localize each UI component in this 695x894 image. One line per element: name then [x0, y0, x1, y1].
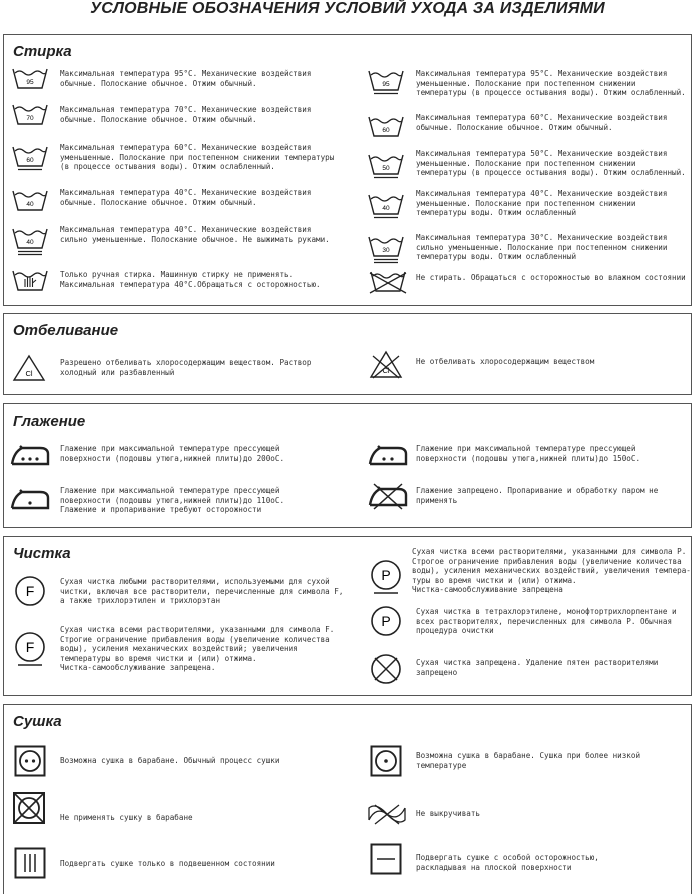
bleach-text: Не отбеливать хлоросодержащим веществом [416, 357, 595, 366]
do-not-iron-icon [368, 482, 408, 510]
iron-high-icon [10, 444, 50, 466]
iron-medium-icon [368, 444, 408, 466]
iron-section [3, 403, 692, 528]
svg-text:60: 60 [26, 157, 34, 164]
svg-text:F: F [25, 639, 35, 655]
dry-text: Не применять сушку в барабане [60, 813, 193, 822]
dry-flat-icon [370, 843, 402, 875]
dryclean-text: Сухая чистка любыми растворителями, используемыми для сухой чистки, включая все растворители, перечисленные для символа F, а также трихлорэтилен и трихлорэтан [60, 577, 344, 606]
page-title: УСЛОВНЫЕ ОБОЗНАЧЕНИЯ УСЛОВИЙ УХОДА ЗА ИЗДЕЛИЯМИ [90, 0, 605, 17]
wash-text: Максимальная температура 95°С. Механические воздействия обычные. Полоскание обычное. Отжим обычный. [60, 69, 312, 88]
wash-text: Максимальная температура 30°С. Механические воздействия сильно уменьшенные. Полоскание при постепенном снижении температуры воды. Отжим ослабленный [416, 233, 668, 262]
svg-text:40: 40 [26, 201, 34, 208]
svg-text:F: F [25, 583, 35, 599]
svg-text:30: 30 [382, 247, 390, 254]
wash-text: Не стирать. Обращаться с осторожностью во влажном состоянии [416, 273, 686, 282]
wash-temp: 95 [26, 79, 34, 86]
bleach-heading: Отбеливание [13, 322, 119, 339]
svg-text:Cl: Cl [382, 366, 390, 375]
wash-heading: Стирка [13, 43, 72, 60]
bleach-allowed-icon [12, 354, 46, 382]
svg-text:95: 95 [382, 81, 390, 88]
do-not-bleach-icon [368, 350, 404, 380]
dryclean-heading: Чистка [13, 545, 71, 562]
dry-text: Возможна сушка в барабане. Сушка при более низкой температуре [416, 751, 641, 770]
iron-low-icon [10, 488, 50, 510]
svg-text:60: 60 [382, 127, 390, 134]
dryclean-text: Сухая чистка всеми растворителями, указанными для символа F. Строгие ограничение прибавления воды (увеличение количества воды), усиления механических воздействий; увеличения температуры во время чистки и (или) отжима. Чистка-самообслуживание запрещена. [60, 625, 335, 673]
iron-heading: Глажение [13, 413, 86, 430]
wash-40-gentle-icon [12, 227, 48, 257]
svg-text:P: P [381, 613, 391, 629]
iron-text: Глажение при максимальной температуре прессующей поверхности (подошвы утюга,нижней плиты)до 150оС. [416, 444, 641, 463]
dryclean-p-gentle-icon [370, 559, 402, 595]
wash-text: Максимальная температура 40°С. Механические воздействия сильно уменьшенные. Полоскание обычное. Не выжимать руками. [60, 225, 330, 244]
wash-text: Максимальная температура 40°С. Механические воздействия уменьшенные. Полоскание при постепенном снижении температуры воды. Отжим ослабленный [416, 189, 668, 218]
wash-50-mild-icon [368, 153, 404, 179]
tumble-dry-low-icon [370, 745, 402, 777]
bleach-section [3, 313, 692, 395]
wash-text: Максимальная температура 70°С. Механические воздействия обычные. Полоскание обычное. Отжим обычный. [60, 105, 312, 124]
svg-text:P: P [381, 567, 391, 583]
wash-text: Максимальная температура 50°С. Механические воздействия уменьшенные. Полоскание при постепенном снижении температуры (в процессе остывания воды). Отжим ослабленный. [416, 149, 686, 178]
iron-text: Глажение при максимальной температуре прессующей поверхности (подошвы утюга,нижней плиты)до 110оС. Глажение и пропаривание требуют осторожности [60, 486, 285, 515]
dryclean-f-icon [14, 575, 46, 607]
wash-text: Только ручная стирка. Машинную стирку не применять. Максимальная температура 40°С.Обращаться с осторожностью. [60, 270, 321, 289]
wash-70-icon [12, 103, 48, 127]
dryclean-text: Сухая чистка в тетрахлорэтилене, монофтортрихлорпентане и всех растворителях, перечисленных для символа Р. Обычная процедура очистки [416, 607, 677, 636]
dry-text: Подвергать сушке только в подвешенном состоянии [60, 859, 275, 868]
wash-text: Максимальная температура 60°С. Механические воздействия уменьшенные. Полоскание при постепенном снижении температуры (в процессе остывания воды). Отжим ослабленный. [60, 143, 335, 172]
hand-wash-icon [12, 269, 48, 293]
svg-text:40: 40 [26, 239, 34, 246]
do-not-wash-icon [368, 269, 408, 295]
svg-text:40: 40 [382, 205, 390, 212]
wash-text: Максимальная температура 95°С. Механические воздействия уменьшенные. Полоскание при постепенном снижении температуры (в процессе остывания воды). Отжим ослабленный. [416, 69, 686, 98]
dry-heading: Сушка [13, 713, 62, 730]
wash-section [3, 34, 692, 306]
wash-95-icon [12, 67, 48, 91]
dryclean-f-gentle-icon [14, 631, 46, 667]
wash-40-icon [12, 189, 48, 213]
svg-text:50: 50 [382, 165, 390, 172]
drip-dry-icon [14, 847, 46, 879]
wash-30-gentle-icon [368, 235, 404, 265]
iron-text: Глажение при максимальной температуре прессующей поверхности (подошвы утюга,нижней плиты)до 200оС. [60, 444, 285, 463]
do-not-tumble-dry-icon [12, 791, 46, 825]
dryclean-text: Сухая чистка запрещена. Удаление пятен растворителями запрещено [416, 658, 659, 677]
do-not-wring-icon [366, 803, 408, 825]
wash-text: Максимальная температура 60°С. Механические воздействия обычные. Полоскание обычное. Отжим обычный. [416, 113, 668, 132]
do-not-dryclean-icon [370, 653, 402, 685]
iron-text: Глажение запрещено. Пропаривание и обработку паром не применять [416, 486, 659, 505]
svg-text:70: 70 [26, 115, 34, 122]
dryclean-text: Сухая чистка всеми растворителями, указанными для символа Р. Строгое ограничение прибавления воды (увеличение количества воды), усиления механических воздействий, увеличения темпера- туры во время чистки и (или) отжима. Чистка-самообслуживание запрещена [412, 547, 691, 595]
svg-text:Cl: Cl [25, 369, 33, 378]
wash-text: Максимальная температура 40°С. Механические воздействия обычные. Полоскание обычное. Отжим обычный. [60, 188, 312, 207]
wash-95-mild-icon [368, 69, 404, 95]
dry-section [3, 704, 692, 894]
wash-40-mild-icon [368, 193, 404, 219]
dryclean-p-icon [370, 605, 402, 637]
dry-text: Возможна сушка в барабане. Обычный процесс сушки [60, 756, 280, 765]
wash-60-icon [12, 145, 48, 171]
bleach-text: Разрешено отбеливать хлоросодержащим веществом. Раствор холодный или разбавленный [60, 358, 312, 377]
tumble-dry-normal-icon [14, 745, 46, 777]
dryclean-section [3, 536, 692, 696]
dry-text: Не выкручивать [416, 809, 481, 818]
wash-60-mild-icon [368, 115, 404, 141]
dry-text: Подвергать сушке с особой осторожностью, раскладывая на плоской поверхности [416, 853, 599, 872]
